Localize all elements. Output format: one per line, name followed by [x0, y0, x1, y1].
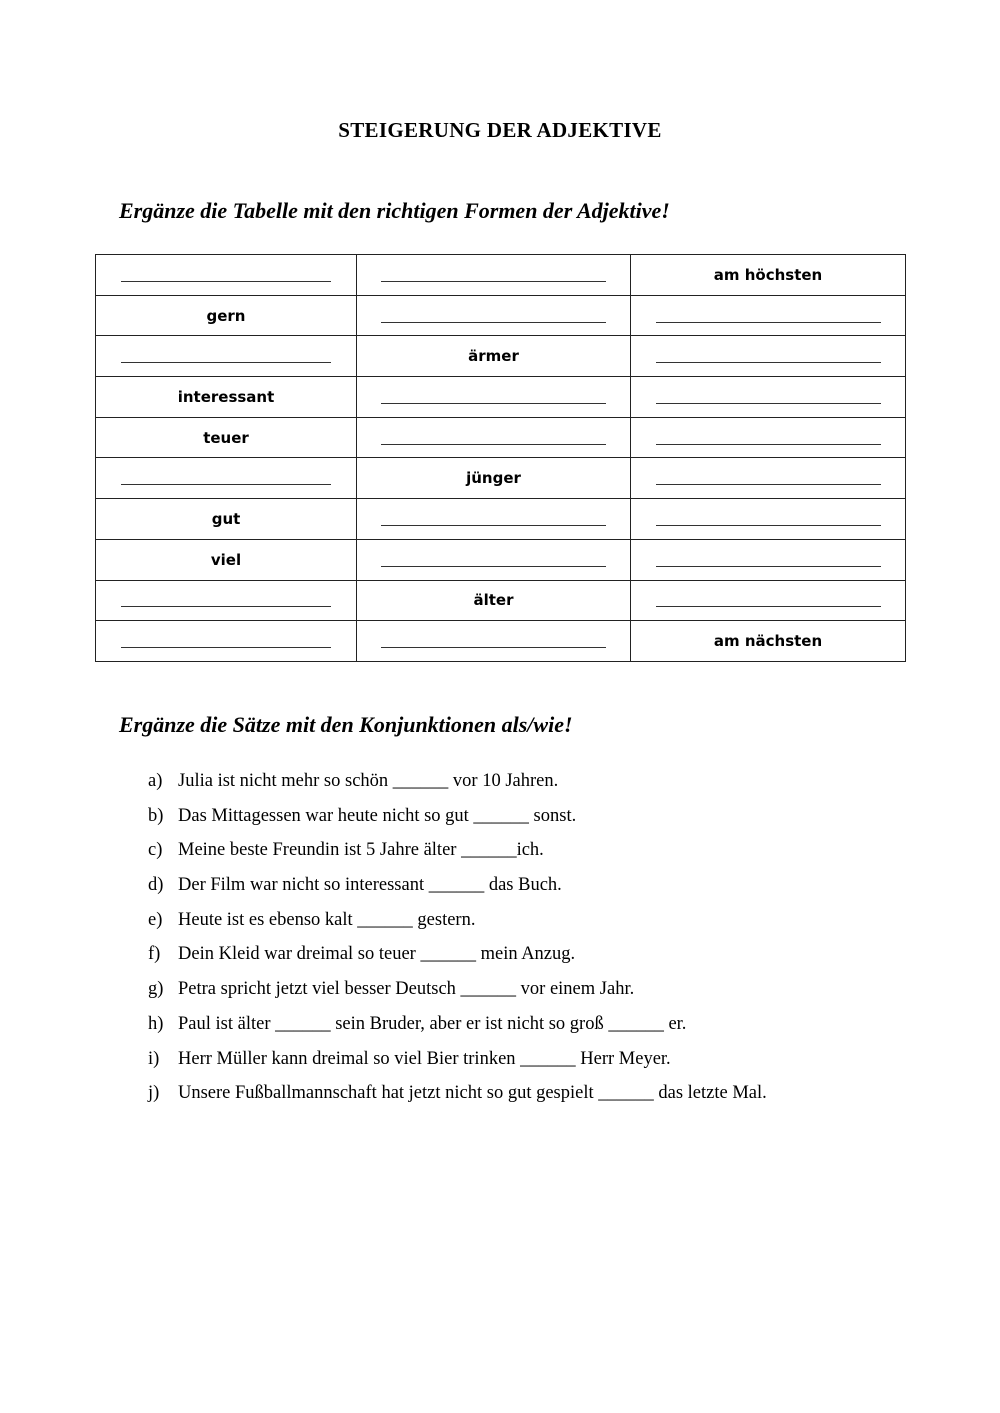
sentence-item	[148, 905, 767, 940]
table-cell-comparative[interactable]	[357, 417, 631, 458]
table-cell-comparative[interactable]	[357, 539, 631, 580]
table-cell-positive: viel	[96, 539, 357, 580]
table-cell-superlative[interactable]	[631, 499, 906, 540]
table-cell-superlative: am höchsten	[631, 255, 906, 296]
table-cell-comparative: ärmer	[357, 336, 631, 377]
table-cell-comparative: jünger	[357, 458, 631, 499]
answer-blank[interactable]	[121, 647, 331, 648]
table-cell-superlative[interactable]	[631, 580, 906, 621]
sentence-text[interactable]: Paul ist älter ______ sein Bruder, aber er ist nicht so groß ______ er.	[178, 1013, 687, 1034]
answer-blank[interactable]	[656, 525, 881, 526]
sentence-text[interactable]: Das Mittagessen war heute nicht so gut ______ sonst.	[178, 805, 577, 826]
table-cell-positive: interessant	[96, 377, 357, 418]
answer-blank[interactable]	[121, 606, 331, 607]
sentence-letter: i)	[148, 1048, 160, 1069]
table-row	[96, 621, 906, 662]
sentences-instruction: Ergänze die Sätze mit den Konjunktionen als/wie!	[119, 712, 573, 737]
answer-blank[interactable]	[381, 403, 606, 404]
answer-blank[interactable]	[656, 484, 881, 485]
answer-blank[interactable]	[121, 362, 331, 363]
answer-blank[interactable]	[381, 281, 606, 282]
table-cell-comparative: älter	[357, 580, 631, 621]
table-row	[96, 295, 906, 336]
sentence-letter: e)	[148, 909, 163, 930]
answer-blank[interactable]	[656, 362, 881, 363]
sentence-text[interactable]: Heute ist es ebenso kalt ______ gestern.	[178, 909, 476, 930]
table-instruction: Ergänze die Tabelle mit den richtigen Formen der Adjektive!	[119, 198, 670, 223]
sentence-item	[148, 1044, 767, 1079]
table-cell-positive[interactable]	[96, 621, 357, 662]
sentence-item	[148, 870, 767, 905]
table-cell-positive[interactable]	[96, 580, 357, 621]
sentence-text[interactable]: Dein Kleid war dreimal so teuer ______ mein Anzug.	[178, 944, 576, 965]
table-cell-positive[interactable]	[96, 255, 357, 296]
table-cell-comparative[interactable]	[357, 621, 631, 662]
answer-blank[interactable]	[381, 322, 606, 323]
table-cell-superlative[interactable]	[631, 458, 906, 499]
sentence-letter: a)	[148, 771, 163, 791]
table-cell-comparative[interactable]	[357, 499, 631, 540]
sentence-item	[148, 766, 767, 801]
table-row	[96, 539, 906, 580]
table-row	[96, 499, 906, 540]
answer-blank[interactable]	[656, 403, 881, 404]
answer-blank[interactable]	[121, 484, 331, 485]
answer-blank[interactable]	[656, 606, 881, 607]
sentence-letter: b)	[148, 805, 164, 826]
table-cell-superlative[interactable]	[631, 295, 906, 336]
sentence-text[interactable]: Meine beste Freundin ist 5 Jahre älter ______ich.	[178, 840, 544, 861]
table-row	[96, 458, 906, 499]
table-cell-superlative: am nächsten	[631, 621, 906, 662]
table-row	[96, 255, 906, 296]
sentence-letter: f)	[148, 944, 161, 965]
table-cell-comparative[interactable]	[357, 377, 631, 418]
sentence-letter: j)	[148, 1083, 160, 1104]
table-cell-comparative[interactable]	[357, 295, 631, 336]
sentence-item	[148, 1009, 767, 1044]
sentence-item	[148, 974, 767, 1009]
sentence-item	[148, 801, 767, 836]
answer-blank[interactable]	[381, 444, 606, 445]
table-cell-comparative[interactable]	[357, 255, 631, 296]
table-cell-superlative[interactable]	[631, 377, 906, 418]
sentence-item	[148, 835, 767, 870]
answer-blank[interactable]	[381, 525, 606, 526]
sentence-text[interactable]: Der Film war nicht so interessant ______ das Buch.	[178, 875, 562, 896]
answer-blank[interactable]	[381, 647, 606, 648]
table-cell-positive: gern	[96, 295, 357, 336]
sentence-item	[148, 1078, 767, 1113]
sentence-text[interactable]: Herr Müller kann dreimal so viel Bier trinken ______ Herr Meyer.	[178, 1048, 671, 1069]
sentence-text[interactable]: Unsere Fußballmannschaft hat jetzt nicht so gut gespielt ______ das letzte Mal.	[178, 1083, 767, 1104]
sentence-letter: g)	[148, 979, 164, 1000]
answer-blank[interactable]	[121, 281, 331, 282]
table-cell-positive[interactable]	[96, 336, 357, 377]
answer-blank[interactable]	[656, 322, 881, 323]
sentence-text[interactable]: Julia ist nicht mehr so schön ______ vor 10 Jahren.	[178, 771, 559, 791]
sentence-item	[148, 939, 767, 974]
table-cell-positive: gut	[96, 499, 357, 540]
answer-blank[interactable]	[381, 566, 606, 567]
sentence-letter: d)	[148, 875, 164, 896]
page-title: STEIGERUNG DER ADJEKTIVE	[338, 118, 662, 142]
adjective-table	[95, 254, 906, 662]
sentence-letter: c)	[148, 840, 163, 861]
table-cell-positive[interactable]	[96, 458, 357, 499]
table-cell-superlative[interactable]	[631, 417, 906, 458]
sentence-text[interactable]: Petra spricht jetzt viel besser Deutsch ______ vor einem Jahr.	[178, 979, 635, 1000]
sentence-letter: h)	[148, 1013, 164, 1034]
table-cell-superlative[interactable]	[631, 336, 906, 377]
table-row	[96, 417, 906, 458]
table-row	[96, 336, 906, 377]
table-row	[96, 580, 906, 621]
table-cell-superlative[interactable]	[631, 539, 906, 580]
table-row	[96, 377, 906, 418]
table-cell-positive: teuer	[96, 417, 357, 458]
sentence-list	[148, 766, 767, 1113]
answer-blank[interactable]	[656, 444, 881, 445]
answer-blank[interactable]	[656, 566, 881, 567]
